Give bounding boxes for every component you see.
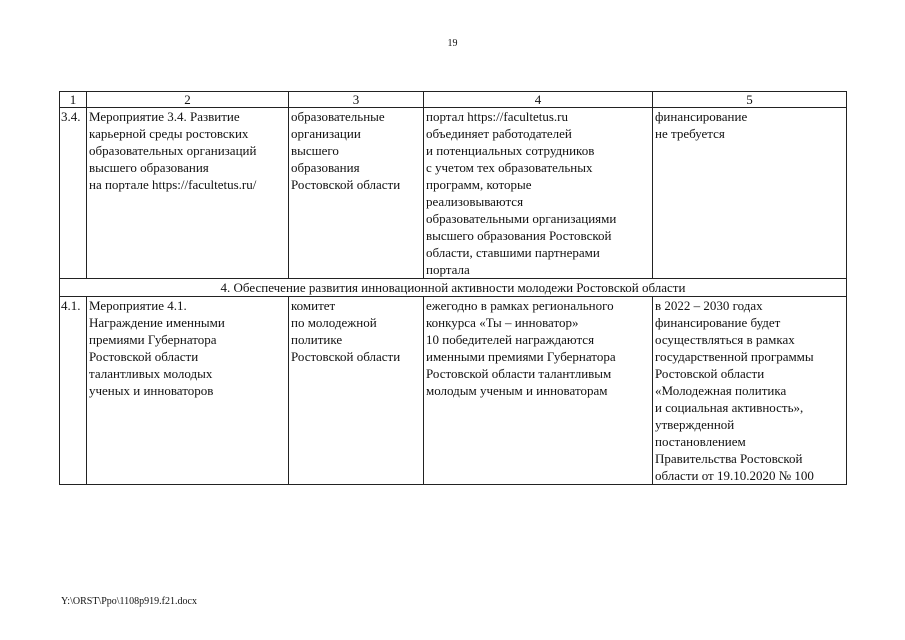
measures-table (59, 91, 847, 485)
column-header-2: 2 (87, 92, 289, 108)
column-header-5: 5 (653, 92, 847, 108)
column-header-3: 3 (289, 92, 424, 108)
funding-cell: в 2022 – 2030 годах финансирование будет осуществляться в рамках государственной программы Ростовской области «Молодежная политика и социальная активность», утвержденной постановлением Правительства Ростовской области от 19.10.2020 № 100 (653, 297, 847, 485)
row-number: 3.4. (60, 108, 87, 279)
funding-cell: финансирование не требуется (653, 108, 847, 279)
event-cell: Мероприятие 4.1. Награждение именными премиями Губернатора Ростовской области талантливых молодых ученых и инноваторов (87, 297, 289, 485)
column-header-1: 1 (60, 92, 87, 108)
event-cell: Мероприятие 3.4. Развитие карьерной среды ростовских образовательных организаций высшего образования на портале https://facultetus.ru/ (87, 108, 289, 279)
table-row (60, 297, 847, 485)
description-cell: портал https://facultetus.ru объединяет работодателей и потенциальных сотрудников с учетом тех образовательных программ, которые реализовываются образовательными организациями высшего образования Ростовской области, ставшими партнерами портала (424, 108, 653, 279)
description-cell: ежегодно в рамках регионального конкурса «Ты – инноватор» 10 победителей награждаются именными премиями Губернатора Ростовской области талантливым молодым ученым и инноваторам (424, 297, 653, 485)
column-header-4: 4 (424, 92, 653, 108)
section-title: 4. Обеспечение развития инновационной активности молодежи Ростовской области (60, 279, 847, 297)
row-number: 4.1. (60, 297, 87, 485)
executor-cell: образовательные организации высшего образования Ростовской области (289, 108, 424, 279)
table-row (60, 108, 847, 279)
page-number: 19 (447, 38, 458, 49)
executor-cell: комитет по молодежной политике Ростовской области (289, 297, 424, 485)
footer-file-path: Y:\ORST\Ppo\1108p919.f21.docx (61, 596, 197, 607)
header-row (60, 92, 847, 108)
section-row (60, 279, 847, 297)
